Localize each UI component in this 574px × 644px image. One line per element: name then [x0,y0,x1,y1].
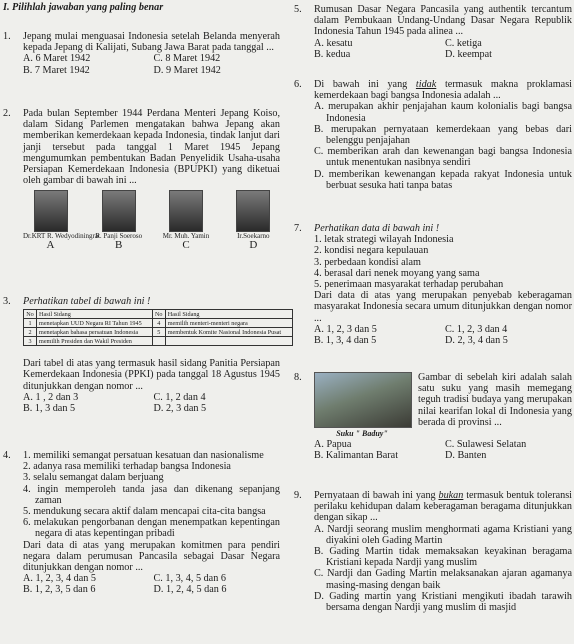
photo-option-b[interactable] [92,190,145,251]
question-9 [294,490,572,613]
question-number: 5. [294,4,302,15]
table-cell: menetapkan bahasa persatuan Indonesia [37,328,153,337]
question-1 [3,31,280,76]
table-row [24,328,293,337]
option-a[interactable]: A. 1, 2, 3 dan 5 [314,323,377,335]
option-c[interactable]: C. 8 Maret 1942 [153,53,221,65]
table-cell: memilih menteri-menteri negara [165,319,292,328]
question-text: Pada bulan September 1944 Perdana Menteri Jepang Koiso, dalam Sidang Parlemen mengatakan bahwa Jepang akan memberikan kemerdekaan kepada Indonesia, tindak lanjut dari janji tersebut pada tanggal 1 Maret 1945 Jepang mengumumkan pembentukan Badan Penyelidik Usaha-usaha Persiapan Kemerdekaan Indonesia (BPUPKI) yang diketuai oleh gambar di bawah ini ... [23,108,280,187]
list-item: 2. kondisi negara kepulauan [314,245,429,257]
question-number: 9. [294,490,302,501]
question-3 [3,296,280,414]
question-text: Rumusan Dasar Negara Pancasila yang authentik tercantum dalam Pembukaan Undang-Undang Dasar Negara Republik Indonesia Tahun 1945 pada alinea ... [314,4,572,38]
option-a[interactable]: A. Nardji seorang muslim menghormati agama Kristiani yang diyakini oleh Gading Martin [314,523,572,546]
option-d[interactable]: D. keempat [445,48,492,60]
table-header: No [152,310,165,319]
option-a[interactable]: A. 6 Maret 1942 [23,53,91,65]
results-table [23,309,293,346]
question-text: Di bawah ini yang tidak termasuk makna proklamasi kemerdekaan bagi bangsa Indonesia adalah ... [314,79,572,102]
option-c[interactable]: C. 1, 2 dan 4 [153,391,206,403]
option-d[interactable]: D. 1, 2, 4, 5 dan 6 [153,584,227,596]
table-cell [165,337,292,346]
photo-caption: Dr.KRT R. Wedyodiningrat [23,232,100,241]
question-text: Gambar di sebelah kiri adalah salah satu suku yang masih memegang teguh tradisi budaya yang merupakan nilai kearifan lokal di Indonesia yang berada di provinsi ... [418,372,572,428]
photo-caption: Suku " Baduy" [336,429,388,438]
question-intro: Perhatikan tabel di bawah ini ! [23,296,151,307]
question-text: Jepang mulai menguasai Indonesia setelah Belanda menyerah kepada Jepang di Kalijati, Subang Jawa Barat pada tanggal ... [23,31,280,54]
photo-option-a[interactable] [23,190,100,252]
question-intro: Perhatikan data di bawah ini ! [314,223,440,234]
portrait-image [236,190,270,232]
question-6 [294,79,572,191]
photo-options [23,190,280,251]
question-number: 3. [3,296,11,307]
baduy-photo [314,372,410,439]
list-item: 1. letak strategi wilayah Indonesia [314,234,454,246]
table-row [24,319,293,328]
table-header-row [24,310,293,319]
list-item: 1. memiliki semangat persatuan kesatuan dan nasionalisme [23,450,264,461]
option-c[interactable]: C. Sulawesi Selatan [445,439,527,451]
emphasis-word: tidak [415,79,437,90]
option-b[interactable]: B. Kalimantan Barat [314,450,399,462]
table-cell: 1 [24,319,37,328]
question-text: Dari tabel di atas yang termasuk hasil sidang Panitia Persiapan Kemerdekaan Indonesia (PPKI) pada tanggal 18 Agustus 1945 ditunjukkan dengan nomor ... [23,358,280,392]
question-4 [3,450,280,596]
option-b[interactable]: B. merupakan pernyataan kemerdekaan yang bebas dari belenggu penjajahan [314,123,572,147]
option-a[interactable]: A. 1 , 2 dan 3 [23,391,79,403]
option-c[interactable]: C. 1, 3, 4, 5 dan 6 [153,573,226,585]
table-cell: 4 [152,319,165,328]
portrait-image [34,190,68,232]
table-cell: membentuk Komite Nasional Indonesia Pusat [165,328,292,337]
portrait-image [102,190,136,232]
option-b[interactable]: B. kedua [314,48,351,60]
option-a[interactable]: A. 1, 2, 3, 4 dan 5 [23,573,97,585]
photo-letter: A [46,239,55,252]
table-cell: 2 [24,328,37,337]
option-a[interactable]: A. Papua [314,439,352,451]
option-b[interactable]: B. Gading Martin tidak memaksakan keyakinan beragama Kristiani kepada Nardji yang muslim [314,546,572,569]
photo-caption: Mr. Muh. Yamin [162,232,210,241]
question-text: Pernyataan di bawah ini yang bukan termasuk bentuk toleransi perilaku kehidupan dalam keberagaman beragama ditunjukkan dengan sikap ... [314,490,573,524]
option-c[interactable]: C. 1, 2, 3 dan 4 [445,323,508,335]
option-b[interactable]: B. 7 Maret 1942 [23,64,90,76]
option-d[interactable]: D. Banten [445,450,487,462]
question-8 [294,372,572,462]
option-d[interactable]: D. 2, 3 dan 5 [153,403,207,415]
question-text: Dari data di atas yang merupakan penyebab keberagaman masyarakat Indonesia secara umum ditunjukkan dengan nomor ... [314,290,572,324]
option-d[interactable]: D. 9 Maret 1942 [153,64,221,76]
photo-option-d[interactable] [227,190,280,251]
photo-caption: Ir.Soekarno [237,232,270,241]
table-cell: 5 [152,328,165,337]
table-cell: 3 [24,337,37,346]
table-header: No [24,310,37,319]
section-title: I. Pilihlah jawaban yang paling benar [3,2,164,13]
question-number: 7. [294,223,302,234]
question-number: 2. [3,108,11,119]
table-cell: menetapkan UUD Negara RI Tahun 1945 [37,319,153,328]
portrait-image [169,190,203,232]
list-item: 3. selalu semangat dalam berjuang [23,472,164,484]
statement-list [23,450,280,540]
photo-letter: B [114,239,123,252]
option-c[interactable]: C. Nardji dan Gading Martin melaksanakan ajaran agamanya masing-masing dengan baik [314,568,572,591]
question-number: 8. [294,372,302,383]
list-item: 3. perbedaan kondisi alam [314,256,421,268]
option-a[interactable]: A. merupakan akhir penjajahan kaum kolonialis bagi bangsa Indonesia [314,101,572,124]
list-item: 4. berasal dari nenek moyang yang sama [314,267,480,279]
photo-letter: D [249,239,258,252]
list-item: 5. mendukung secara aktif dalam mencapai cita-cita bangsa [23,506,266,518]
question-7 [294,223,572,346]
option-c[interactable]: C. memberikan arah dan kewenangan bagi bangsa Indonesia untuk menentukan nasibnya sendiri [314,146,572,169]
list-item: 4. ingin memperoleh tanda jasa dan dikenang sepanjang zaman [23,483,280,506]
photo-letter: C [182,239,190,252]
table-header: Hasil Sidang [165,310,292,319]
option-d[interactable]: D. memberikan kewenangan kepada rakyat Indonesia untuk berbuat sesuka hati tanpa batas [314,168,572,191]
question-number: 6. [294,79,302,90]
option-d[interactable]: D. 2, 3, 4 dan 5 [445,335,508,347]
question-text: Dari data di atas yang merupakan komitmen para pendiri negara dalam perumusan Pancasila sebagai Dasar Negara ditunjukkan dengan nomor ... [23,539,280,574]
emphasis-word: bukan [438,490,464,501]
table-row [24,337,293,346]
table-cell: memilih Presiden dan Wakil Presiden [37,337,153,346]
list-item: 2. adanya rasa memiliki terhadap bangsa Indonesia [23,461,231,473]
photo-option-c[interactable] [159,190,212,251]
photo-caption: R. Panji Soeroso [95,232,143,241]
option-b[interactable]: B. 1, 2, 3, 5 dan 6 [23,584,96,596]
option-d[interactable]: D. Gading martin yang Kristiani mengikuti ibadah tarawih bersama dengan Nardji yang muslim di masjid [314,590,572,614]
table-header: Hasil Sidang [37,310,153,319]
question-5 [294,4,572,60]
list-item: 6. melakukan pengorbanan dengan menempatkan kepentingan negara di atas kepentingan pribadi [23,517,280,540]
option-c[interactable]: C. ketiga [445,37,482,49]
option-b[interactable]: B. 1, 3, 4 dan 5 [314,335,377,347]
village-image [314,372,412,428]
question-number: 1. [3,31,11,42]
option-a[interactable]: A. kesatu [314,37,353,49]
question-2 [3,108,280,252]
table-cell [152,337,165,346]
option-b[interactable]: B. 1, 3 dan 5 [23,403,76,415]
list-item: 5. penerimaan masyarakat terhadap perubahan [314,279,504,291]
question-number: 4. [3,450,11,461]
